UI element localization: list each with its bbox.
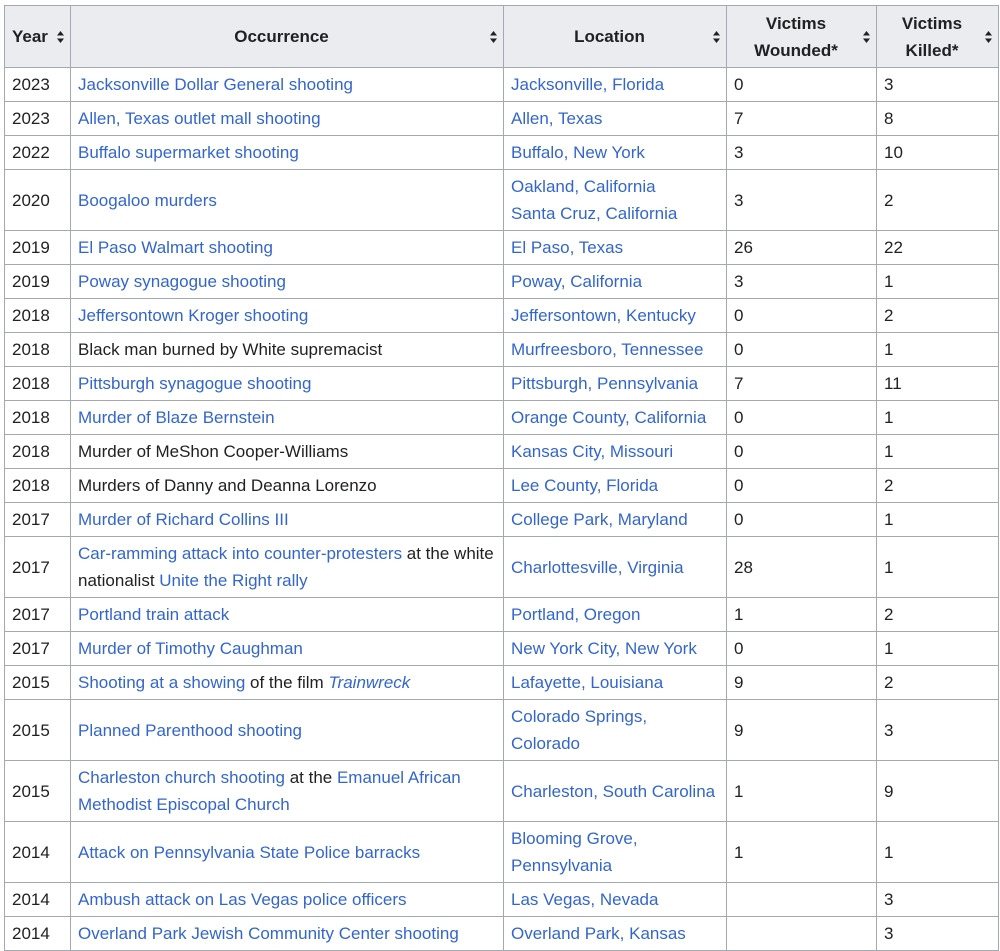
occurrence-text: Murders of Danny and Deanna Lorenzo [78,476,377,495]
cell-victims-killed: 10 [877,136,999,170]
location-link[interactable]: Allen, Texas [511,109,603,128]
occurrence-link[interactable]: Unite the Right rally [159,571,308,590]
cell-occurrence [71,367,504,401]
location-link[interactable]: Jeffersontown, Kentucky [511,306,696,325]
occurrence-link[interactable]: El Paso Walmart shooting [78,238,273,257]
cell-victims-killed: 1 [877,401,999,435]
cell-victims-killed: 1 [877,537,999,598]
location-link[interactable]: Pittsburgh, Pennsylvania [511,374,699,393]
table-row [5,231,999,265]
table-row [5,537,999,598]
shootings-table [4,5,999,951]
cell-location [504,537,727,598]
cell-victims-wounded [727,917,877,951]
cell-year: 2018 [5,299,71,333]
cell-year: 2018 [5,367,71,401]
cell-victims-killed: 8 [877,102,999,136]
occurrence-text: at the white nationalist [78,544,494,590]
location-link[interactable]: New York City, New York [511,639,697,658]
cell-location [504,401,727,435]
location-link[interactable]: El Paso, Texas [511,238,624,257]
location-link[interactable]: Kansas City, Missouri [511,442,674,461]
occurrence-link[interactable]: Emanuel African Methodist Episcopal Church [78,768,461,814]
cell-location [504,299,727,333]
sort-arrows-icon[interactable] [57,31,64,43]
cell-victims-killed: 9 [877,761,999,822]
cell-victims-killed: 11 [877,367,999,401]
cell-victims-wounded: 26 [727,231,877,265]
cell-occurrence [71,761,504,822]
cell-victims-killed: 22 [877,231,999,265]
table-row [5,822,999,883]
occurrence-link[interactable]: Charleston church shooting [78,768,285,787]
location-link[interactable]: Santa Cruz, California [511,204,678,223]
location-link[interactable]: Lafayette, Louisiana [511,673,664,692]
cell-victims-killed: 1 [877,632,999,666]
occurrence-link[interactable]: Shooting at a showing [78,673,246,692]
table-row [5,333,999,367]
cell-victims-wounded: 0 [727,469,877,503]
cell-victims-wounded: 0 [727,401,877,435]
cell-victims-killed: 2 [877,299,999,333]
cell-year: 2023 [5,102,71,136]
location-link[interactable]: Poway, California [511,272,643,291]
occurrence-link[interactable]: Trainwreck [328,673,411,692]
table-row [5,367,999,401]
column-header-occurrence[interactable]: Occurrence [71,6,504,68]
cell-year: 2018 [5,401,71,435]
table-row [5,503,999,537]
sort-arrows-icon[interactable] [985,31,992,43]
cell-victims-wounded: 9 [727,666,877,700]
occurrence-link[interactable]: Murder of Timothy Caughman [78,639,303,658]
cell-victims-killed: 1 [877,435,999,469]
cell-occurrence [71,333,504,367]
location-link[interactable]: Charleston, South Carolina [511,781,716,801]
table-row [5,598,999,632]
cell-location [504,170,727,231]
cell-victims-killed: 3 [877,68,999,102]
cell-occurrence [71,299,504,333]
cell-location [504,632,727,666]
cell-year: 2018 [5,435,71,469]
cell-victims-wounded [727,883,877,917]
cell-victims-wounded: 0 [727,68,877,102]
cell-occurrence [71,537,504,598]
cell-year: 2017 [5,503,71,537]
sort-arrows-icon[interactable] [713,31,720,43]
cell-victims-wounded: 0 [727,299,877,333]
cell-victims-killed: 2 [877,598,999,632]
cell-year: 2017 [5,632,71,666]
cell-victims-killed: 2 [877,666,999,700]
cell-year: 2014 [5,917,71,951]
occurrence-text: at the [284,768,337,787]
occurrence-link[interactable]: Planned Parenthood shooting [78,720,303,740]
table-row [5,700,999,761]
column-header-year[interactable]: Year [5,6,71,68]
occurrence-link[interactable]: Murder of Richard Collins III [78,510,289,529]
location-link[interactable]: Oakland, California [511,177,656,196]
cell-location [504,102,727,136]
cell-location [504,367,727,401]
cell-year: 2022 [5,136,71,170]
cell-victims-wounded: 1 [727,822,877,883]
cell-year: 2020 [5,170,71,231]
cell-year: 2017 [5,598,71,632]
occurrence-link[interactable]: Boogaloo murders [78,190,217,210]
cell-year: 2019 [5,265,71,299]
location-link[interactable]: College Park, Maryland [511,510,688,529]
cell-year: 2014 [5,883,71,917]
cell-victims-killed: 1 [877,333,999,367]
occurrence-link[interactable]: Portland train attack [78,605,230,624]
cell-occurrence [71,822,504,883]
location-link[interactable]: Buffalo, New York [511,143,645,162]
table-body [5,68,999,951]
location-link[interactable]: Jacksonville, Florida [511,75,665,94]
occurrence-link[interactable]: Pittsburgh synagogue shooting [78,374,312,393]
column-header-victims-wounded[interactable]: Victims Wounded* [727,6,877,68]
cell-occurrence [71,170,504,231]
cell-year: 2015 [5,666,71,700]
table-row [5,883,999,917]
occurrence-link[interactable]: Car-ramming attack into counter-protesters [78,544,403,563]
cell-victims-wounded: 7 [727,367,877,401]
cell-occurrence [71,632,504,666]
occurrence-text: Black man burned by White supremacist [78,340,383,359]
occurrence-link[interactable]: Murder of Blaze Bernstein [78,408,275,427]
occurrence-text: Murder of MeShon Cooper-Williams [78,442,349,461]
location-link[interactable]: Blooming Grove, Pennsylvania [511,829,638,875]
location-link[interactable]: Colorado Springs, Colorado [511,707,648,753]
cell-victims-killed: 3 [877,883,999,917]
header-row [5,6,999,68]
cell-occurrence [71,102,504,136]
table-row [5,435,999,469]
cell-year: 2019 [5,231,71,265]
table-row [5,761,999,822]
cell-location [504,700,727,761]
table-row [5,102,999,136]
cell-occurrence [71,68,504,102]
cell-occurrence [71,883,504,917]
table-row [5,632,999,666]
cell-location [504,917,727,951]
table-row [5,265,999,299]
cell-year: 2017 [5,537,71,598]
cell-victims-wounded: 0 [727,435,877,469]
cell-location [504,333,727,367]
cell-year: 2018 [5,333,71,367]
table-row [5,469,999,503]
location-link[interactable]: Portland, Oregon [511,605,641,624]
cell-year: 2023 [5,68,71,102]
table-row [5,299,999,333]
column-header-location[interactable]: Location [504,6,727,68]
cell-victims-killed: 2 [877,469,999,503]
cell-occurrence [71,700,504,761]
location-link[interactable]: Orange County, California [511,408,707,427]
cell-occurrence [71,666,504,700]
occurrence-link[interactable]: Jacksonville Dollar General shooting [78,75,353,94]
cell-victims-wounded: 3 [727,265,877,299]
table-row [5,401,999,435]
cell-location [504,136,727,170]
column-header-victims-killed[interactable]: Victims Killed* [877,6,999,68]
table-row [5,68,999,102]
cell-victims-wounded: 3 [727,170,877,231]
cell-location [504,503,727,537]
cell-occurrence [71,136,504,170]
location-link[interactable]: Overland Park, Kansas [511,924,686,943]
cell-victims-wounded: 1 [727,761,877,822]
occurrence-link[interactable]: Buffalo supermarket shooting [78,143,299,162]
table-row [5,666,999,700]
table-row [5,170,999,231]
location-link[interactable]: Lee County, Florida [511,476,659,495]
cell-victims-wounded: 0 [727,632,877,666]
cell-victims-killed: 1 [877,822,999,883]
cell-victims-wounded: 9 [727,700,877,761]
cell-victims-wounded: 3 [727,136,877,170]
cell-victims-wounded: 0 [727,333,877,367]
location-link[interactable]: Murfreesboro, Tennessee [511,340,704,359]
cell-victims-wounded: 0 [727,503,877,537]
table-row [5,136,999,170]
sort-arrows-icon[interactable] [863,31,870,43]
cell-location [504,68,727,102]
cell-location [504,231,727,265]
table-row [5,917,999,951]
occurrence-link[interactable]: Ambush attack on Las Vegas police officers [78,890,407,909]
cell-victims-wounded: 1 [727,598,877,632]
cell-victims-killed: 2 [877,170,999,231]
cell-year: 2015 [5,700,71,761]
cell-location [504,265,727,299]
cell-victims-killed: 1 [877,265,999,299]
cell-year: 2015 [5,761,71,822]
sort-arrows-icon[interactable] [490,31,497,43]
occurrence-link[interactable]: Overland Park Jewish Community Center shooting [78,924,459,943]
location-link[interactable]: Las Vegas, Nevada [511,890,659,909]
cell-location [504,883,727,917]
cell-victims-killed: 1 [877,503,999,537]
cell-occurrence [71,469,504,503]
cell-victims-wounded: 28 [727,537,877,598]
cell-location [504,761,727,822]
occurrence-link[interactable]: Attack on Pennsylvania State Police barracks [78,842,421,862]
cell-location [504,822,727,883]
cell-occurrence [71,401,504,435]
cell-occurrence [71,598,504,632]
cell-occurrence [71,435,504,469]
cell-occurrence [71,503,504,537]
cell-victims-wounded: 7 [727,102,877,136]
cell-location [504,666,727,700]
occurrence-link[interactable]: Allen, Texas outlet mall shooting [78,109,321,128]
cell-occurrence [71,917,504,951]
cell-year: 2018 [5,469,71,503]
occurrence-text: of the film [245,673,329,692]
cell-occurrence [71,231,504,265]
cell-location [504,435,727,469]
cell-occurrence [71,265,504,299]
cell-victims-killed: 3 [877,700,999,761]
cell-victims-killed: 3 [877,917,999,951]
location-link[interactable]: Charlottesville, Virginia [511,557,684,577]
occurrence-link[interactable]: Poway synagogue shooting [78,272,286,291]
cell-location [504,469,727,503]
cell-year: 2014 [5,822,71,883]
cell-location [504,598,727,632]
occurrence-link[interactable]: Jeffersontown Kroger shooting [78,306,309,325]
